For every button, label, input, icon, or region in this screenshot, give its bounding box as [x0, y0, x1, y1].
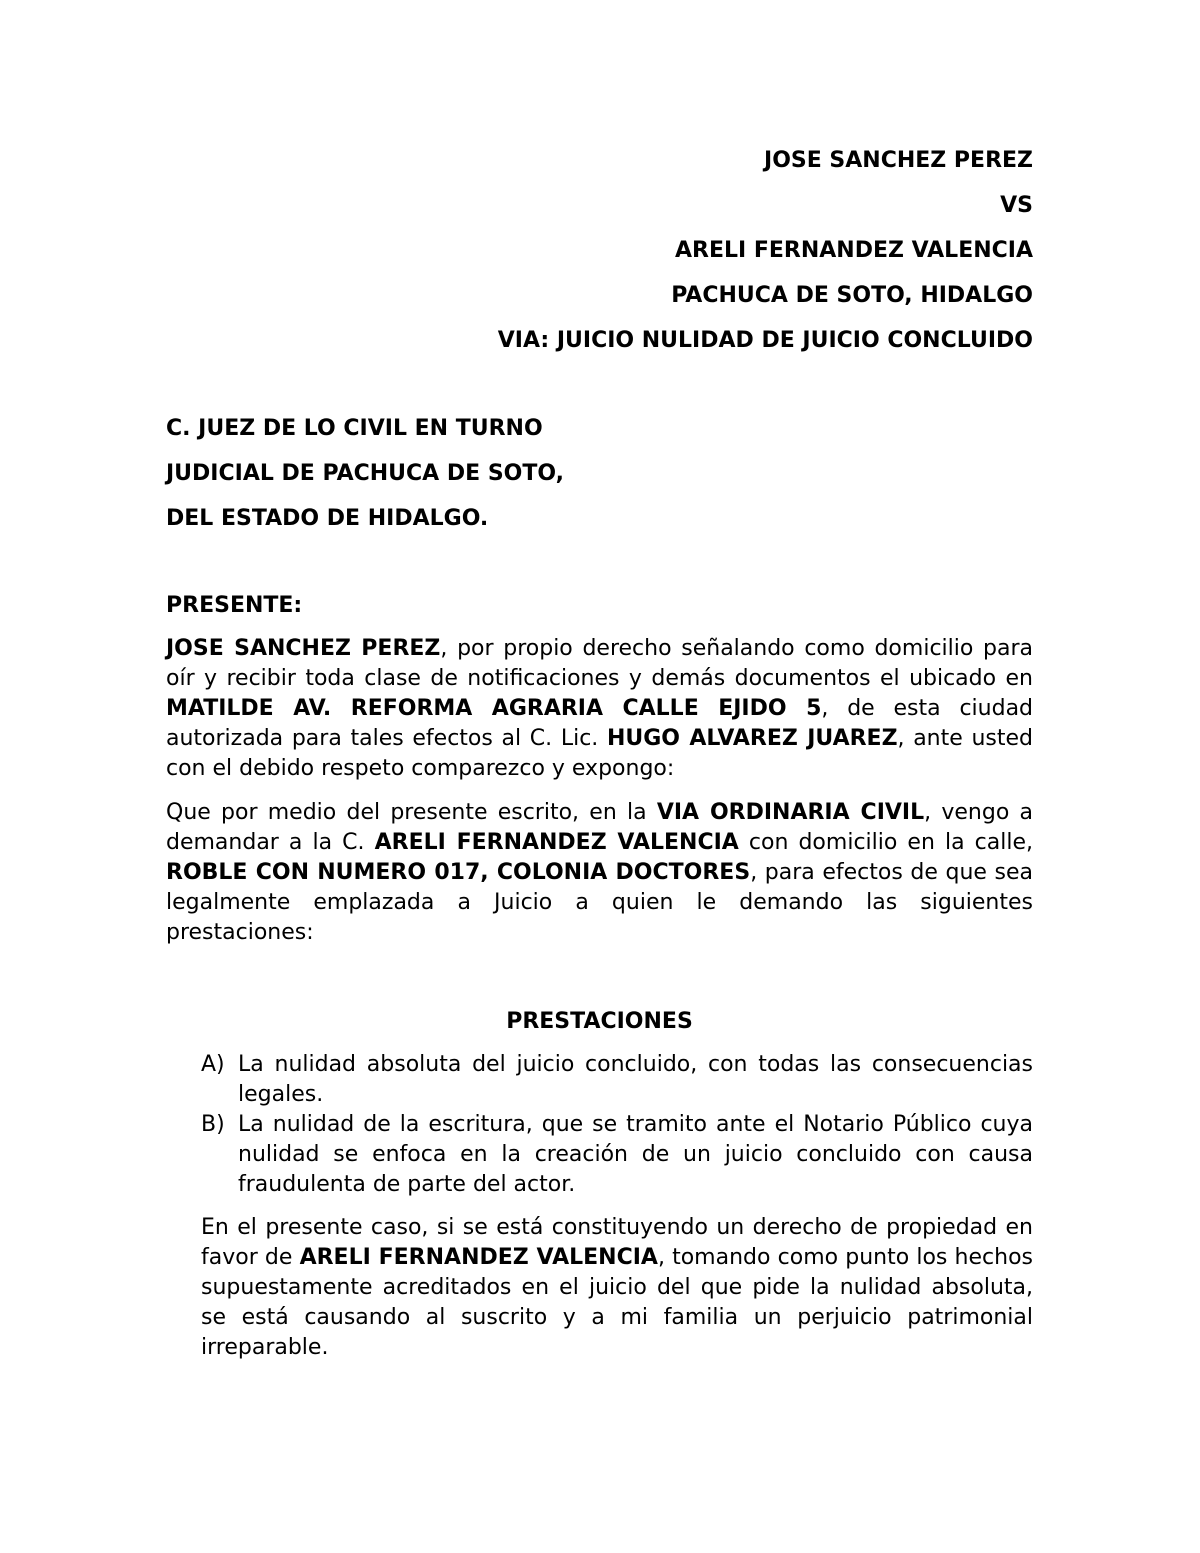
- demandada-name: ARELI FERNANDEZ VALENCIA: [374, 830, 739, 855]
- caption-actor: JOSE SANCHEZ PEREZ: [764, 148, 1033, 173]
- prestaciones-list: [201, 1050, 1033, 1200]
- presente-heading: PRESENTE:: [166, 593, 303, 618]
- paragraph-comparecencia: [166, 634, 1033, 784]
- actor-address: MATILDE AV. REFORMA AGRARIA CALLE EJIDO 5: [166, 696, 822, 721]
- paragraph-text: , ante usted con el debido respeto comparezco y expongo:: [166, 726, 1033, 781]
- caption-versus: VS: [1000, 193, 1033, 218]
- case-caption: [498, 138, 1033, 363]
- via-ordinaria: VIA ORDINARIA CIVIL: [656, 800, 925, 825]
- paragraph-perjuicio: [201, 1213, 1033, 1363]
- list-item-text: La nulidad absoluta del juicio concluido, con todas las consecuencias legales.: [238, 1052, 1033, 1107]
- list-item: [201, 1050, 1033, 1110]
- demandada-name: ARELI FERNANDEZ VALENCIA: [299, 1245, 658, 1270]
- paragraph-text: con domicilio en la calle,: [738, 830, 1033, 855]
- demandada-address: ROBLE CON NUMERO 017, COLONIA DOCTORES: [166, 860, 751, 885]
- list-item-text: La nulidad de la escritura, que se tramito ante el Notario Público cuya nulidad se enfoca en la creación de un juicio concluido con causa fraudulenta de parte del actor.: [238, 1112, 1033, 1197]
- paragraph-text: , de esta ciudad autorizada para tales efectos al C. Lic.: [166, 696, 1034, 751]
- lawyer-name: HUGO ALVAREZ JUAREZ: [606, 726, 898, 751]
- caption-demandada: ARELI FERNANDEZ VALENCIA: [675, 238, 1033, 263]
- paragraph-text: , tomando como punto los hechos supuestamente acreditados en el juicio del que pide la nulidad absoluta, se está causando al suscrito y a mi familia un perjuicio patrimonial irreparable.: [201, 1245, 1033, 1360]
- prestaciones-heading: PRESTACIONES: [506, 1009, 693, 1034]
- paragraph-text: En el presente caso, si se está constituyendo un derecho de propiedad en favor de: [201, 1215, 1033, 1270]
- caption-via: VIA: JUICIO NULIDAD DE JUICIO CONCLUIDO: [497, 328, 1033, 353]
- paragraph-demanda: [166, 798, 1033, 948]
- caption-lugar: PACHUCA DE SOTO, HIDALGO: [671, 283, 1033, 308]
- paragraph-text: Que por medio del presente escrito, en la: [166, 800, 657, 825]
- paragraph-text: , por propio derecho señalando como domicilio para oír y recibir toda clase de notificaciones y demás documentos el ubicado en: [166, 636, 1033, 691]
- addressee-line-2: JUDICIAL DE PACHUCA DE SOTO,: [166, 461, 564, 486]
- addressee-block: [166, 406, 564, 541]
- actor-name: JOSE SANCHEZ PEREZ: [166, 636, 441, 661]
- list-item: [201, 1110, 1033, 1200]
- list-marker: A): [201, 1052, 225, 1077]
- list-marker: B): [201, 1112, 225, 1137]
- addressee-line-1: C. JUEZ DE LO CIVIL EN TURNO: [166, 416, 543, 441]
- addressee-line-3: DEL ESTADO DE HIDALGO.: [166, 506, 489, 531]
- paragraph-text: , vengo a demandar a la C.: [166, 800, 1033, 855]
- paragraph-text: , para efectos de que sea legalmente emplazada a Juicio a quien le demando las siguientes prestaciones:: [166, 860, 1034, 945]
